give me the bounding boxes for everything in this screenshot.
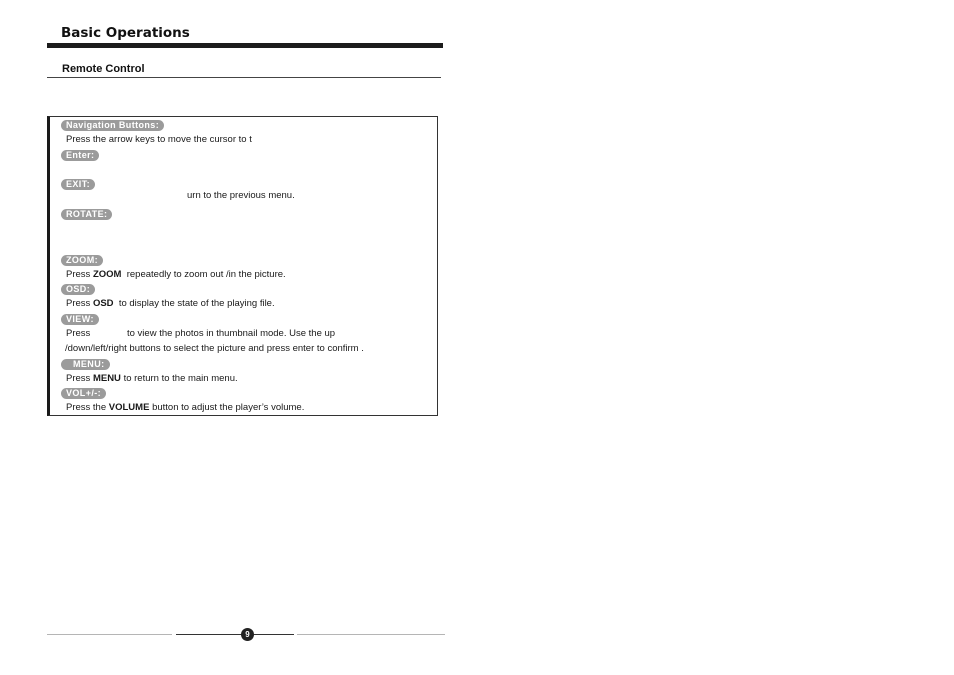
osd-desc-prefix: Press: [66, 298, 91, 309]
view-tag: VIEW:: [61, 314, 99, 325]
section-rule: [47, 77, 441, 78]
view-desc-line2: /down/left/right buttons to select the picture and press enter to confirm .: [65, 343, 364, 354]
rotate-tag: ROTATE:: [61, 209, 112, 220]
menu-desc-prefix: Press: [66, 373, 91, 384]
navigation-buttons-tag: Navigation Buttons:: [61, 120, 164, 131]
header-rule: [47, 43, 443, 48]
view-desc-prefix: Press: [66, 328, 91, 339]
zoom-desc-suffix: repeatedly to zoom out /in the picture.: [126, 269, 286, 280]
osd-key: OSD: [92, 298, 114, 309]
zoom-desc-prefix: Press: [66, 269, 91, 280]
page-number: 9: [241, 628, 254, 641]
zoom-key: ZOOM: [92, 269, 122, 280]
menu-tag: MENU:: [61, 359, 110, 370]
exit-desc: urn to the previous menu.: [187, 190, 295, 201]
footer-line-left: [47, 634, 172, 635]
navigation-buttons-desc: Press the arrow keys to move the cursor to t: [66, 134, 252, 145]
menu-key: MENU: [92, 373, 121, 384]
vol-tag: VOL+/-:: [61, 388, 106, 399]
footer-line-right: [297, 634, 445, 635]
zoom-tag: ZOOM:: [61, 255, 103, 266]
osd-desc-suffix: to display the state of the playing file.: [118, 298, 275, 309]
osd-desc: [66, 298, 275, 310]
vol-desc-suffix: button to adjust the player’s volume.: [152, 402, 305, 413]
enter-tag: Enter:: [61, 150, 99, 161]
page-header-title: Basic Operations: [61, 25, 190, 41]
vol-desc-prefix: Press the: [66, 402, 107, 413]
vol-desc: [66, 402, 304, 414]
remote-buttons-panel: [47, 116, 438, 416]
zoom-desc: [66, 269, 286, 281]
footer-line-center: [176, 634, 294, 635]
volume-key: VOLUME: [108, 402, 150, 413]
menu-desc: [66, 373, 238, 385]
exit-tag: EXIT:: [61, 179, 95, 190]
menu-desc-suffix: to return to the main menu.: [123, 373, 238, 384]
view-desc-line1: to view the photos in thumbnail mode. Use the up: [127, 328, 336, 339]
osd-tag: OSD:: [61, 284, 95, 295]
section-title: Remote Control: [62, 63, 145, 75]
